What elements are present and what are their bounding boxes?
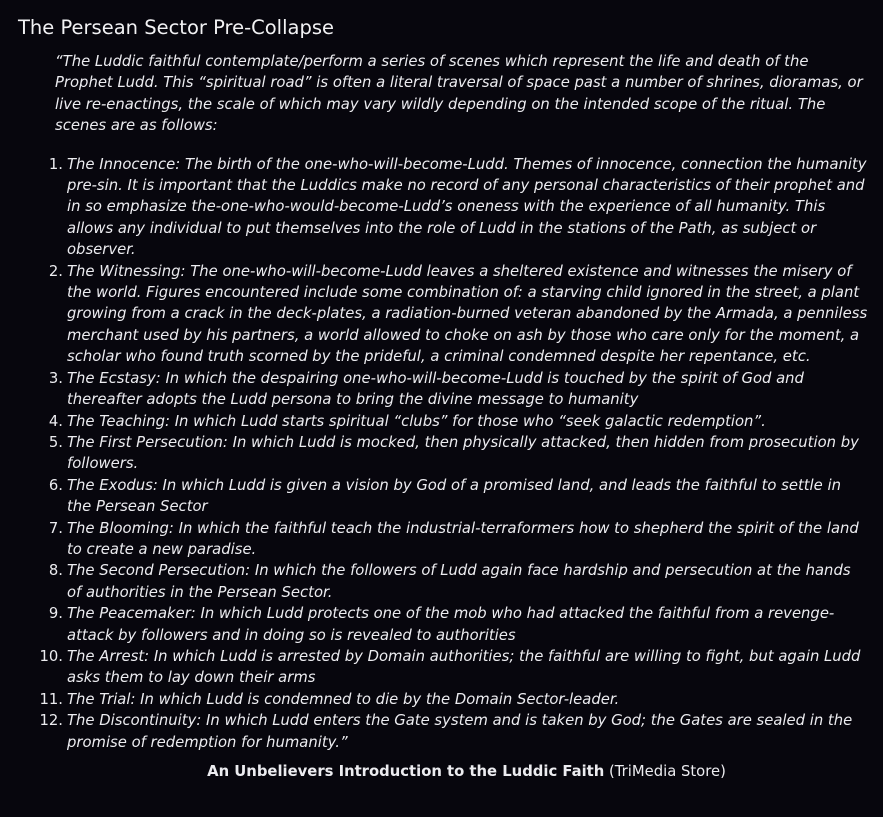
list-item-number: 11. [39,690,63,708]
list-item-4 [48,411,869,432]
list-item-number: 4. [48,412,63,430]
scene-list [39,154,869,753]
attribution [0,761,883,782]
list-item-text: The Innocence: The birth of the one-who-will-become-Ludd. Themes of innocence, connection the humanity pre-sin. It is important that the Luddics make no record of any personal characteristics of their prophet and in so emphasize the-one-who-would-become-Ludd’s oneness with the experience of all humanity. This allows any individual to put themselves into the role of Ludd in the stations of the Path, as subject or observer. [67,155,867,259]
list-item-text: The Ecstasy: In which the despairing one-who-will-become-Ludd is touched by the spirit of God and thereafter adopts the Ludd persona to bring the divine message to humanity [67,369,804,409]
list-item-number: 9. [48,605,63,623]
quote-block [0,51,883,753]
list-item-text: The Blooming: In which the faithful teach the industrial-terraformers how to shepherd the spirit of the land to create a new paradise. [67,519,859,558]
list-item-number: 7. [48,519,63,537]
list-item-11 [39,689,869,710]
list-item-5 [48,432,869,475]
list-item-number: 8. [48,562,63,580]
list-item-3 [48,368,869,411]
list-item-1 [48,154,869,261]
list-item-2 [48,261,869,368]
list-item-number: 1. [48,155,63,173]
list-item-text: The Second Persecution: In which the followers of Ludd again face hardship and persecution at the hands of authorities in the Persean Sector. [67,562,851,601]
list-item-text: The Exodus: In which Ludd is given a vision by God of a promised land, and leads the faithful to settle in the Persean Sector [67,476,841,516]
list-item-9 [48,603,869,646]
list-item-number: 12. [39,712,63,730]
list-item-text: The First Persecution: In which Ludd is mocked, then physically attacked, then hidden from prosecution by followers. [67,433,859,473]
list-item-text: The Trial: In which Ludd is condemned to die by the Domain Sector-leader. [67,690,620,708]
list-item-number: 6. [48,476,63,494]
list-item-number: 10. [39,647,63,665]
list-item-text: The Teaching: In which Ludd starts spiritual “clubs” for those who “seek galactic redemption”. [67,412,766,430]
list-item-8 [48,560,869,603]
list-item-7 [48,518,869,561]
quote-intro: “The Luddic faithful contemplate/perform a series of scenes which represent the life and death of the Prophet Ludd. This “spiritual road” is often a literal traversal of space past a number of shrines, dioramas, or live re-enactings, the scale of which may vary wildly depending on the intended scope of the ritual. The scenes are as follows: [55,53,863,135]
list-item-number: 5. [48,433,63,451]
list-item-text: The Peacemaker: In which Ludd protects one of the mob who had attacked the faithful from a revenge-attack by followers and in doing so is revealed to authorities [67,605,835,644]
list-item-text: The Discontinuity: In which Ludd enters the Gate system and is taken by God; the Gates are sealed in the promise of redemption for humanity.” [67,712,853,751]
page-title: The Persean Sector Pre-Collapse [18,16,334,39]
list-item-text: The Witnessing: The one-who-will-become-Ludd leaves a sheltered existence and witnesses the misery of the world. Figures encountered include some combination of: a starving child ignored in the street, a plant growing from a crack in the deck-plates, a radiation-burned veteran abandoned by the Armada, a penniless merchant used by his partners, a world allowed to choke on ash by those who care only for the moment, a scholar who found truth scorned by the prideful, a criminal condemned despite her repentance, etc. [67,262,868,366]
list-item-10 [39,646,869,689]
list-item-number: 3. [48,369,63,387]
list-item-number: 2. [48,262,63,280]
list-item-12 [39,710,869,753]
list-item-6 [48,475,869,518]
attribution-book-title: An Unbelievers Introduction to the Luddic Faith [207,763,605,780]
attribution-source: (TriMedia Store) [609,763,726,780]
list-item-text: The Arrest: In which Ludd is arrested by Domain authorities; the faithful are willing to fight, but again Ludd asks them to lay down their arms [67,647,861,687]
